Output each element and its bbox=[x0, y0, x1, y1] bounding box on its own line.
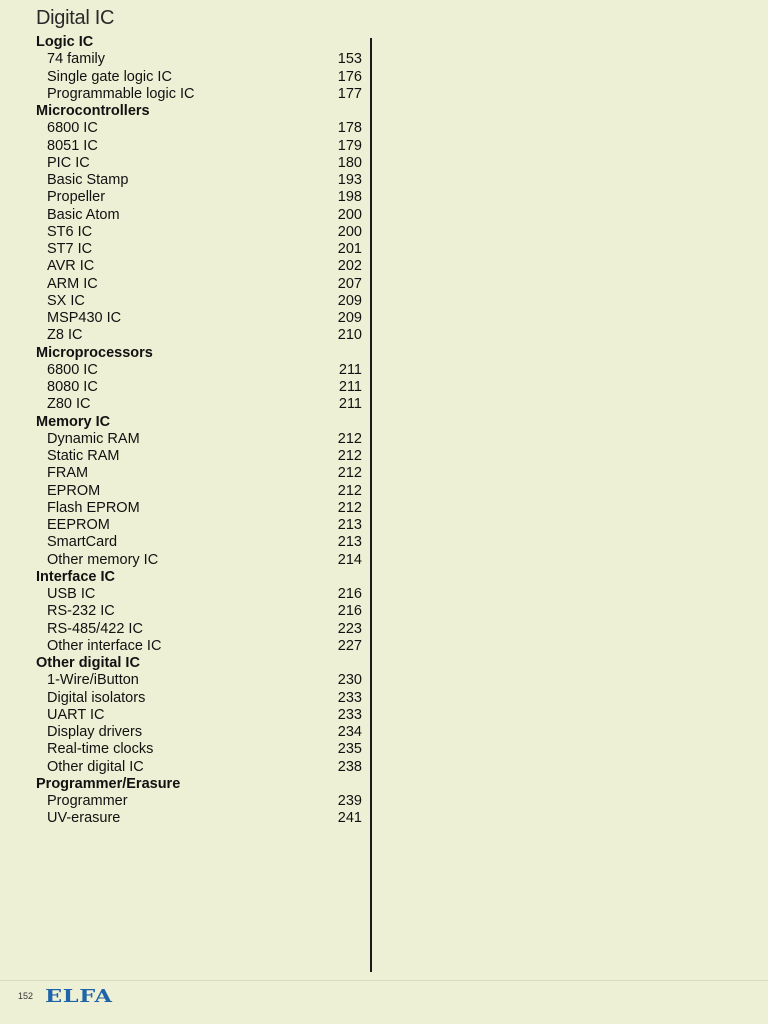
toc-entry-page-number: 223 bbox=[337, 620, 362, 637]
toc-entry-label: Other interface IC bbox=[47, 637, 162, 654]
toc-entry-label: Digital isolators bbox=[47, 689, 146, 706]
toc-entry-page-number: 211 bbox=[338, 361, 362, 378]
toc-entry[interactable] bbox=[36, 51, 364, 68]
toc-entry-label: Propeller bbox=[47, 189, 106, 206]
toc-entry[interactable] bbox=[36, 431, 364, 448]
toc-entry-page-number: 238 bbox=[337, 758, 362, 775]
toc-section-heading bbox=[36, 345, 364, 362]
toc-heading-label: Memory IC bbox=[36, 413, 111, 430]
toc-section-heading bbox=[36, 655, 364, 672]
toc-heading-label: Programmer/Erasure bbox=[36, 775, 181, 792]
toc-entry-page-number: 214 bbox=[337, 551, 362, 568]
toc-entry[interactable] bbox=[36, 724, 364, 741]
toc-entry-page-number: 211 bbox=[338, 379, 362, 395]
toc-entry[interactable] bbox=[36, 189, 364, 206]
toc-entry[interactable] bbox=[36, 603, 364, 620]
toc-heading-label: Logic IC bbox=[36, 34, 94, 50]
toc-section-heading bbox=[36, 776, 364, 793]
toc-entry-page-number: 198 bbox=[337, 189, 362, 206]
toc-entry[interactable] bbox=[36, 810, 364, 827]
toc-entry-page-number: 235 bbox=[337, 741, 362, 758]
toc-entry-page-number: 193 bbox=[337, 172, 362, 188]
toc-entry[interactable] bbox=[36, 741, 364, 758]
toc-entry[interactable] bbox=[36, 465, 364, 482]
toc-entry-page-number: 179 bbox=[337, 137, 362, 154]
toc-entry-page-number: 201 bbox=[337, 241, 362, 257]
toc-entry-label: SmartCard bbox=[47, 534, 118, 551]
toc-entry[interactable] bbox=[36, 138, 364, 155]
toc-entry[interactable] bbox=[36, 759, 364, 776]
toc-entry-label: Other memory IC bbox=[47, 551, 159, 568]
toc-entry[interactable] bbox=[36, 552, 364, 569]
toc-entry[interactable] bbox=[36, 327, 364, 344]
toc-entry[interactable] bbox=[36, 690, 364, 707]
toc-entry[interactable] bbox=[36, 586, 364, 603]
toc-entry-page-number: 180 bbox=[337, 154, 362, 171]
toc-entry[interactable] bbox=[36, 155, 364, 172]
toc-entry-page-number: 200 bbox=[337, 206, 362, 223]
page-title: Digital IC bbox=[36, 7, 115, 29]
toc-entry-label: Flash EPROM bbox=[47, 499, 140, 516]
toc-entry-page-number: 202 bbox=[337, 258, 362, 275]
toc-entry-page-number: 239 bbox=[337, 793, 362, 809]
toc-entry[interactable] bbox=[36, 241, 364, 258]
toc-entry-label: Programmer bbox=[47, 793, 128, 809]
toc-entry-page-number: 209 bbox=[337, 292, 362, 309]
toc-entry[interactable] bbox=[36, 86, 364, 103]
toc-heading-label: Microcontrollers bbox=[36, 103, 150, 119]
toc-entry[interactable] bbox=[36, 172, 364, 189]
toc-entry-label: EPROM bbox=[47, 482, 101, 499]
toc-entry-label: RS-485/422 IC bbox=[47, 620, 143, 637]
toc-entry[interactable] bbox=[36, 621, 364, 638]
toc-entry-page-number: 212 bbox=[337, 465, 362, 482]
toc-entry-label: Basic Stamp bbox=[47, 172, 129, 188]
toc-entry[interactable] bbox=[36, 362, 364, 379]
footer-divider bbox=[0, 980, 768, 981]
toc-entry-page-number: 212 bbox=[337, 430, 362, 447]
toc-section-heading bbox=[36, 569, 364, 586]
toc-entry-page-number: 230 bbox=[337, 672, 362, 689]
toc-entry-label: Display drivers bbox=[47, 724, 143, 740]
toc-entry-page-number: 241 bbox=[337, 810, 362, 827]
toc-entry-page-number: 233 bbox=[337, 689, 362, 706]
toc-entry-page-number: 209 bbox=[337, 310, 362, 326]
elfa-logo: ELFA bbox=[45, 986, 113, 1007]
toc-entry-label: Dynamic RAM bbox=[47, 430, 140, 447]
toc-entry-page-number: 234 bbox=[337, 724, 362, 740]
toc-heading-label: Interface IC bbox=[36, 568, 115, 585]
toc-section-heading bbox=[36, 34, 364, 51]
toc-entry-page-number: 207 bbox=[337, 275, 362, 292]
toc-entry-page-number: 216 bbox=[337, 603, 362, 620]
toc-entry[interactable] bbox=[36, 534, 364, 551]
page-number: 152 bbox=[18, 991, 34, 1001]
toc-entry-page-number: 212 bbox=[337, 448, 362, 464]
toc-entry-page-number: 210 bbox=[337, 327, 362, 344]
toc-entry-label: USB IC bbox=[47, 586, 96, 602]
toc-entry-label: 8051 IC bbox=[47, 137, 98, 154]
toc-entry-label: 6800 IC bbox=[47, 361, 98, 378]
toc-entry[interactable] bbox=[36, 224, 364, 241]
toc-entry-page-number: 213 bbox=[337, 534, 362, 551]
toc-entry[interactable] bbox=[36, 500, 364, 517]
toc-entry[interactable] bbox=[36, 310, 364, 327]
toc-entry-label: Z80 IC bbox=[47, 396, 91, 413]
toc-entry-label: 74 family bbox=[47, 51, 106, 68]
toc-entry-label: SX IC bbox=[47, 292, 85, 309]
toc-entry-page-number: 211 bbox=[338, 396, 362, 413]
toc-entry[interactable] bbox=[36, 120, 364, 137]
toc-entry-page-number: 213 bbox=[337, 517, 362, 533]
table-of-contents bbox=[36, 34, 364, 828]
toc-entry-label: Single gate logic IC bbox=[47, 68, 172, 85]
toc-heading-label: Microprocessors bbox=[36, 344, 153, 361]
toc-entry-page-number: 177 bbox=[337, 85, 362, 102]
toc-entry[interactable] bbox=[36, 707, 364, 724]
toc-entry-label: PIC IC bbox=[47, 154, 90, 171]
toc-section-heading bbox=[36, 103, 364, 120]
toc-entry[interactable] bbox=[36, 448, 364, 465]
toc-entry-page-number: 227 bbox=[337, 637, 362, 654]
toc-entry[interactable] bbox=[36, 207, 364, 224]
toc-entry[interactable] bbox=[36, 672, 364, 689]
toc-entry-label: RS-232 IC bbox=[47, 603, 115, 620]
toc-entry-label: UART IC bbox=[47, 706, 105, 723]
toc-entry[interactable] bbox=[36, 293, 364, 310]
toc-entry-page-number: 212 bbox=[337, 499, 362, 516]
toc-entry-page-number: 178 bbox=[337, 120, 362, 137]
toc-entry[interactable] bbox=[36, 276, 364, 293]
toc-entry[interactable] bbox=[36, 258, 364, 275]
toc-entry-label: Other digital IC bbox=[47, 758, 144, 775]
toc-heading-label: Other digital IC bbox=[36, 655, 140, 671]
toc-entry[interactable] bbox=[36, 793, 364, 810]
toc-entry-label: Real-time clocks bbox=[47, 741, 154, 758]
toc-entry-label: EEPROM bbox=[47, 517, 110, 533]
toc-entry-label: UV-erasure bbox=[47, 810, 121, 827]
toc-entry-label: Z8 IC bbox=[47, 327, 83, 344]
toc-entry[interactable] bbox=[36, 483, 364, 500]
toc-entry-label: Static RAM bbox=[47, 448, 120, 464]
toc-entry-label: 8080 IC bbox=[47, 379, 98, 395]
toc-entry-page-number: 212 bbox=[337, 482, 362, 499]
toc-entry-label: MSP430 IC bbox=[47, 310, 122, 326]
toc-entry-label: AVR IC bbox=[47, 258, 95, 275]
toc-entry-label: ST6 IC bbox=[47, 223, 93, 240]
toc-entry-label: FRAM bbox=[47, 465, 89, 482]
toc-entry-label: ST7 IC bbox=[47, 241, 93, 257]
toc-entry-label: Basic Atom bbox=[47, 206, 120, 223]
toc-entry[interactable] bbox=[36, 517, 364, 534]
toc-entry-page-number: 200 bbox=[337, 223, 362, 240]
toc-entry-label: Programmable logic IC bbox=[47, 85, 195, 102]
toc-entry[interactable] bbox=[36, 69, 364, 86]
toc-entry[interactable] bbox=[36, 379, 364, 396]
toc-entry-label: 6800 IC bbox=[47, 120, 98, 137]
toc-entry-page-number: 176 bbox=[337, 68, 362, 85]
toc-entry-page-number: 153 bbox=[337, 51, 362, 68]
toc-entry-page-number: 216 bbox=[337, 586, 362, 602]
toc-section-heading bbox=[36, 414, 364, 431]
toc-entry-label: ARM IC bbox=[47, 275, 98, 292]
toc-entry-page-number: 233 bbox=[337, 706, 362, 723]
column-divider bbox=[370, 38, 372, 972]
toc-entry-label: 1-Wire/iButton bbox=[47, 672, 139, 689]
toc-entry[interactable] bbox=[36, 396, 364, 413]
toc-entry[interactable] bbox=[36, 638, 364, 655]
